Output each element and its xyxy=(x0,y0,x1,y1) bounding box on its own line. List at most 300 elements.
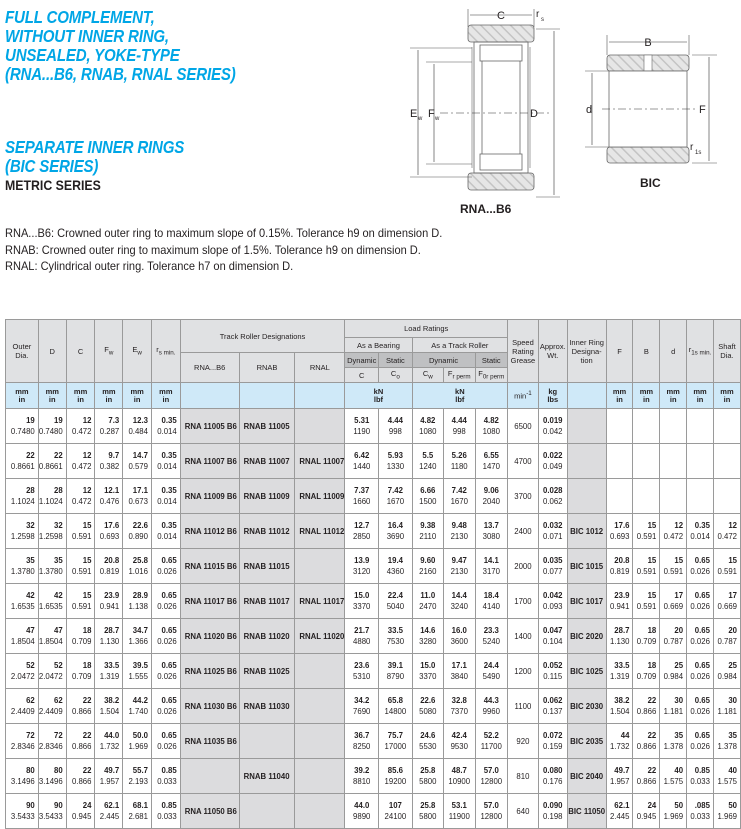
table-row xyxy=(6,549,741,584)
cell-D: 90 3.5433 xyxy=(38,794,66,829)
col-d: d xyxy=(660,320,687,383)
cell-inner-ring-designation: BIC 1025 xyxy=(567,654,606,689)
cell-speed: 2000 xyxy=(508,549,539,584)
cell-C: 12 0.472 xyxy=(66,444,95,479)
cell-od: 22 0.8661 xyxy=(6,444,39,479)
table-body xyxy=(6,409,741,829)
cell-rnab-designation: RNAB 11009 xyxy=(239,479,295,514)
cell-d xyxy=(660,479,687,514)
bearing-table xyxy=(5,319,741,829)
cell-F: 62.1 2.445 xyxy=(606,794,633,829)
cell-r1s xyxy=(687,409,714,444)
col-roller-dynamic: Dynamic xyxy=(412,353,475,368)
cell-wt: 0.047 0.104 xyxy=(538,619,567,654)
cell-r1s: .085 0.033 xyxy=(687,794,714,829)
cell-C: 15 0.591 xyxy=(66,549,95,584)
table-row xyxy=(6,759,741,794)
cell-inner-ring-designation: BIC 1015 xyxy=(567,549,606,584)
cell-Fw: 44.0 1.732 xyxy=(95,724,123,759)
cell-od: 32 1.2598 xyxy=(6,514,39,549)
cell-B: 22 0.866 xyxy=(633,724,660,759)
cell-od: 62 2.4409 xyxy=(6,689,39,724)
cell-d: 15 0.591 xyxy=(660,549,687,584)
cell-rs: 0.35 0.014 xyxy=(151,444,180,479)
cell-rs: 0.65 0.026 xyxy=(151,549,180,584)
dim-D-label: D xyxy=(530,108,538,120)
cell-wt: 0.019 0.042 xyxy=(538,409,567,444)
table-row xyxy=(6,654,741,689)
cell-fr: 17.1 3840 xyxy=(443,654,475,689)
col-Fw: $F_w$ xyxy=(95,320,123,383)
cell-D: 22 0.8661 xyxy=(38,444,66,479)
cell-inner-ring-designation: BIC 2040 xyxy=(567,759,606,794)
cell-d: 17 0.669 xyxy=(660,584,687,619)
cell-c: 34.2 7690 xyxy=(345,689,379,724)
cell-c: 21.7 4880 xyxy=(345,619,379,654)
cell-F xyxy=(606,409,633,444)
col-co: $C_o$ xyxy=(379,368,412,383)
table-row xyxy=(6,584,741,619)
cell-Ew: 39.5 1.555 xyxy=(123,654,152,689)
cell-D: 32 1.2598 xyxy=(38,514,66,549)
cell-rnal-designation xyxy=(295,689,345,724)
cell-shaft: 30 1.181 xyxy=(713,689,740,724)
cell-cw: 25.8 5800 xyxy=(412,794,443,829)
inner-ring-diagram xyxy=(582,30,741,170)
col-bearing-dynamic: Dynamic xyxy=(345,353,379,368)
cell-f0r: 18.4 4140 xyxy=(475,584,508,619)
cell-r1s: 0.65 0.026 xyxy=(687,724,714,759)
note-rnab: RNAB: Crowned outer ring to maximum slope of 1.5%. Tolerance h9 on dimension D. xyxy=(5,242,421,257)
cell-f0r: 52.2 11700 xyxy=(475,724,508,759)
cell-cw: 4.82 1080 xyxy=(412,409,443,444)
cell-inner-ring-designation xyxy=(567,479,606,514)
cell-inner-ring-designation xyxy=(567,409,606,444)
cell-cw: 9.38 2110 xyxy=(412,514,443,549)
table-row xyxy=(6,514,741,549)
cell-rna-designation: RNA 11050 B6 xyxy=(180,794,239,829)
cell-rnab-designation: RNAB 11005 xyxy=(239,409,295,444)
cell-Fw: 23.9 0.941 xyxy=(95,584,123,619)
cell-od: 28 1.1024 xyxy=(6,479,39,514)
cell-rna-designation: RNA 11035 B6 xyxy=(180,724,239,759)
title-line: FULL COMPLEMENT, xyxy=(5,7,155,27)
cell-D: 19 0.7480 xyxy=(38,409,66,444)
cell-Ew: 12.3 0.484 xyxy=(123,409,152,444)
cell-Ew: 50.0 1.969 xyxy=(123,724,152,759)
cell-rnab-designation: RNAB 11030 xyxy=(239,689,295,724)
cell-C: 15 0.591 xyxy=(66,514,95,549)
cell-co: 75.7 17000 xyxy=(379,724,412,759)
cell-B: 15 0.591 xyxy=(633,584,660,619)
inner-ring-diagram-caption: BIC xyxy=(640,176,661,190)
cell-Fw: 38.2 1.504 xyxy=(95,689,123,724)
cell-D: 80 3.1496 xyxy=(38,759,66,794)
cell-od: 19 0.7480 xyxy=(6,409,39,444)
cell-shaft xyxy=(713,444,740,479)
cell-f0r: 4.82 1080 xyxy=(475,409,508,444)
cell-D: 35 1.3780 xyxy=(38,549,66,584)
cell-inner-ring-designation: BIC 1017 xyxy=(567,584,606,619)
cell-C: 24 0.945 xyxy=(66,794,95,829)
cell-d: 12 0.472 xyxy=(660,514,687,549)
cell-Ew: 44.2 1.740 xyxy=(123,689,152,724)
cell-shaft: 15 0.591 xyxy=(713,549,740,584)
cell-co: 7.42 1670 xyxy=(379,479,412,514)
cell-Ew: 34.7 1.366 xyxy=(123,619,152,654)
cell-fr: 4.44 998 xyxy=(443,409,475,444)
cell-c: 23.6 5310 xyxy=(345,654,379,689)
cell-inner-ring-designation: BIC 2035 xyxy=(567,724,606,759)
cell-Fw: 28.7 1.130 xyxy=(95,619,123,654)
col-bearing-static: Static xyxy=(379,353,412,368)
cell-f0r: 57.0 12800 xyxy=(475,759,508,794)
cell-rnal-designation xyxy=(295,549,345,584)
cell-f0r: 57.0 12800 xyxy=(475,794,508,829)
dim-F-label: F xyxy=(699,104,706,116)
cell-cw: 5.5 1240 xyxy=(412,444,443,479)
col-D: D xyxy=(38,320,66,383)
cell-Ew: 17.1 0.673 xyxy=(123,479,152,514)
cell-co: 33.5 7530 xyxy=(379,619,412,654)
cell-speed: 4700 xyxy=(508,444,539,479)
cell-fr: 48.7 10900 xyxy=(443,759,475,794)
cell-rnal-designation: RNAL 11017 xyxy=(295,584,345,619)
dim-r1s-label: r xyxy=(690,142,694,153)
cell-B xyxy=(633,444,660,479)
cell-C: 22 0.866 xyxy=(66,689,95,724)
cell-shaft: 50 1.969 xyxy=(713,794,740,829)
cell-rnab-designation: RNAB 11012 xyxy=(239,514,295,549)
cell-cw: 11.0 2470 xyxy=(412,584,443,619)
cell-f0r: 13.7 3080 xyxy=(475,514,508,549)
cell-c: 44.0 9890 xyxy=(345,794,379,829)
title-block xyxy=(5,8,273,84)
cell-od: 47 1.8504 xyxy=(6,619,39,654)
col-Ew: $E_w$ xyxy=(123,320,152,383)
cell-rna-designation: RNA 11009 B6 xyxy=(180,479,239,514)
col-c: C xyxy=(345,368,379,383)
cell-shaft: 17 0.669 xyxy=(713,584,740,619)
col-shaft-dia: Shaft Dia. xyxy=(713,320,740,383)
cell-rnab-designation: RNAB 11017 xyxy=(239,584,295,619)
cell-fr: 7.42 1670 xyxy=(443,479,475,514)
cell-speed: 2400 xyxy=(508,514,539,549)
cell-rs: 0.35 0.014 xyxy=(151,409,180,444)
cell-D: 52 2.0472 xyxy=(38,654,66,689)
col-cw: $C_w$ xyxy=(412,368,443,383)
cell-inner-ring-designation: BIC 2030 xyxy=(567,689,606,724)
cell-od: 90 3.5433 xyxy=(6,794,39,829)
table-row xyxy=(6,409,741,444)
col-rnal: RNAL xyxy=(295,353,345,383)
cell-co: 85.6 19200 xyxy=(379,759,412,794)
cell-rna-designation: RNA 11017 B6 xyxy=(180,584,239,619)
cell-B: 18 0.709 xyxy=(633,654,660,689)
cell-speed: 1100 xyxy=(508,689,539,724)
dim-C-label: C xyxy=(497,10,505,22)
cell-wt: 0.032 0.071 xyxy=(538,514,567,549)
cell-C: 18 0.709 xyxy=(66,619,95,654)
cell-shaft: 25 0.984 xyxy=(713,654,740,689)
cell-rnal-designation: RNAL 11020 xyxy=(295,619,345,654)
cell-rs: 0.65 0.026 xyxy=(151,619,180,654)
col-roller-static: Static xyxy=(475,353,508,368)
bearing-diagram xyxy=(410,5,560,205)
cell-Ew: 25.8 1.016 xyxy=(123,549,152,584)
cell-r1s: 0.65 0.026 xyxy=(687,619,714,654)
cell-F: 38.2 1.504 xyxy=(606,689,633,724)
cell-Ew: 68.1 2.681 xyxy=(123,794,152,829)
cell-c: 5.31 1190 xyxy=(345,409,379,444)
cell-f0r: 23.3 5240 xyxy=(475,619,508,654)
cell-rs: 0.85 0.033 xyxy=(151,794,180,829)
table-row xyxy=(6,444,741,479)
cell-rnal-designation xyxy=(295,409,345,444)
cell-speed: 810 xyxy=(508,759,539,794)
cell-Fw: 12.1 0.476 xyxy=(95,479,123,514)
cell-rnal-designation xyxy=(295,724,345,759)
cell-c: 39.2 8810 xyxy=(345,759,379,794)
cell-D: 72 2.8346 xyxy=(38,724,66,759)
cell-d xyxy=(660,444,687,479)
cell-rs: 0.65 0.026 xyxy=(151,654,180,689)
cell-D: 62 2.4409 xyxy=(38,689,66,724)
svg-text:w: w xyxy=(418,116,423,122)
cell-D: 42 1.6535 xyxy=(38,584,66,619)
cell-d xyxy=(660,409,687,444)
dim-Fw-label: F xyxy=(428,108,435,120)
series-label: METRIC SERIES xyxy=(5,177,101,193)
cell-r1s: 0.65 0.026 xyxy=(687,584,714,619)
table-row xyxy=(6,794,741,829)
svg-text:s: s xyxy=(541,17,544,23)
cell-fr: 5.26 1180 xyxy=(443,444,475,479)
col-rs-min: $r_{s min.}$ xyxy=(151,320,180,383)
cell-fr: 32.8 7370 xyxy=(443,689,475,724)
cell-fr: 42.4 9530 xyxy=(443,724,475,759)
cell-D: 47 1.8504 xyxy=(38,619,66,654)
col-speed-rating: Speed Rating Grease xyxy=(508,320,539,383)
cell-Fw: 17.6 0.693 xyxy=(95,514,123,549)
cell-cw: 24.6 5530 xyxy=(412,724,443,759)
cell-rs: 0.35 0.014 xyxy=(151,514,180,549)
cell-Ew: 28.9 1.138 xyxy=(123,584,152,619)
cell-Fw: 49.7 1.957 xyxy=(95,759,123,794)
cell-od: 80 3.1496 xyxy=(6,759,39,794)
cell-rna-designation: RNA 11020 B6 xyxy=(180,619,239,654)
cell-c: 36.7 8250 xyxy=(345,724,379,759)
cell-wt: 0.062 0.137 xyxy=(538,689,567,724)
cell-inner-ring-designation: BIC 1012 xyxy=(567,514,606,549)
table-row xyxy=(6,724,741,759)
cell-B: 18 0.709 xyxy=(633,619,660,654)
cell-cw: 15.0 3370 xyxy=(412,654,443,689)
cell-f0r: 9.06 2040 xyxy=(475,479,508,514)
cell-co: 65.8 14800 xyxy=(379,689,412,724)
cell-d: 35 1.378 xyxy=(660,724,687,759)
cell-wt: 0.080 0.176 xyxy=(538,759,567,794)
cell-f0r: 14.1 3170 xyxy=(475,549,508,584)
cell-speed: 920 xyxy=(508,724,539,759)
col-F: F xyxy=(606,320,633,383)
cell-B: 22 0.866 xyxy=(633,759,660,794)
col-group-load-ratings: Load Ratings xyxy=(345,320,508,338)
cell-od: 42 1.6535 xyxy=(6,584,39,619)
cell-B: 15 0.591 xyxy=(633,549,660,584)
cell-speed: 1400 xyxy=(508,619,539,654)
cell-r1s: 0.65 0.026 xyxy=(687,654,714,689)
cell-wt: 0.035 0.077 xyxy=(538,549,567,584)
cell-rnab-designation: RNAB 11007 xyxy=(239,444,295,479)
table-row xyxy=(6,619,741,654)
cell-rnal-designation: RNAL 11007 xyxy=(295,444,345,479)
cell-f0r: 24.4 5490 xyxy=(475,654,508,689)
cell-rs: 0.85 0.033 xyxy=(151,759,180,794)
cell-rnab-designation: RNAB 11025 xyxy=(239,654,295,689)
cell-Fw: 20.8 0.819 xyxy=(95,549,123,584)
col-r1s-min: $r_{1s min.}$ xyxy=(687,320,714,383)
notes xyxy=(5,225,480,275)
cell-d: 30 1.181 xyxy=(660,689,687,724)
cell-r1s: 0.65 0.026 xyxy=(687,549,714,584)
cell-cw: 6.66 1500 xyxy=(412,479,443,514)
cell-rnal-designation xyxy=(295,794,345,829)
cell-rnab-designation: RNAB 11020 xyxy=(239,619,295,654)
cell-F: 20.8 0.819 xyxy=(606,549,633,584)
cell-wt: 0.022 0.049 xyxy=(538,444,567,479)
cell-speed: 1200 xyxy=(508,654,539,689)
cell-r1s: 0.85 0.033 xyxy=(687,759,714,794)
cell-rnal-designation: RNAL 11009 xyxy=(295,479,345,514)
cell-C: 22 0.866 xyxy=(66,759,95,794)
cell-c: 7.37 1660 xyxy=(345,479,379,514)
cell-shaft: 35 1.378 xyxy=(713,724,740,759)
cell-speed: 640 xyxy=(508,794,539,829)
cell-rs: 0.65 0.026 xyxy=(151,724,180,759)
cell-rna-designation xyxy=(180,759,239,794)
cell-c: 13.9 3120 xyxy=(345,549,379,584)
cell-inner-ring-designation: BIC 2020 xyxy=(567,619,606,654)
svg-text:w: w xyxy=(435,116,440,122)
cell-Ew: 55.7 2.193 xyxy=(123,759,152,794)
cell-d: 20 0.787 xyxy=(660,619,687,654)
cell-B: 15 0.591 xyxy=(633,514,660,549)
table-row xyxy=(6,689,741,724)
cell-wt: 0.072 0.159 xyxy=(538,724,567,759)
cell-C: 12 0.472 xyxy=(66,409,95,444)
cell-rna-designation: RNA 11030 B6 xyxy=(180,689,239,724)
cell-fr: 53.1 11900 xyxy=(443,794,475,829)
note-rnal: RNAL: Cylindrical outer ring. Tolerance h7 on dimension D. xyxy=(5,259,294,273)
cell-F: 23.9 0.941 xyxy=(606,584,633,619)
units-row: mm in mm in mm in mm in mm in mm in kN lbf kN lbf $\min^{-1}$ kg lbs mm in mm in mm in mm in mm in xyxy=(6,383,741,409)
cell-rs: 0.65 0.026 xyxy=(151,689,180,724)
cell-rs: 0.65 0.026 xyxy=(151,584,180,619)
cell-c: 6.42 1440 xyxy=(345,444,379,479)
cell-cw: 14.6 3280 xyxy=(412,619,443,654)
cell-wt: 0.052 0.115 xyxy=(538,654,567,689)
col-approx-wt: Approx. Wt. xyxy=(538,320,567,383)
cell-f0r: 6.55 1470 xyxy=(475,444,508,479)
dim-Ew-label: E xyxy=(410,108,418,120)
cell-rnab-designation: RNAB 11015 xyxy=(239,549,295,584)
cell-Ew: 22.6 0.890 xyxy=(123,514,152,549)
subtitle-block xyxy=(5,138,213,193)
cell-od: 35 1.3780 xyxy=(6,549,39,584)
cell-rna-designation: RNA 11005 B6 xyxy=(180,409,239,444)
cell-co: 16.4 3690 xyxy=(379,514,412,549)
cell-D: 28 1.1024 xyxy=(38,479,66,514)
cell-B: 22 0.866 xyxy=(633,689,660,724)
subtitle-line: (BIC SERIES) xyxy=(5,156,99,176)
cell-F xyxy=(606,444,633,479)
col-f0r-perm: $F_{0r perm}$ xyxy=(475,368,508,383)
cell-speed: 3700 xyxy=(508,479,539,514)
dim-rs-label: r xyxy=(536,9,540,20)
cell-C: 12 0.472 xyxy=(66,479,95,514)
dim-B-label: B xyxy=(644,37,652,49)
cell-co: 107 24100 xyxy=(379,794,412,829)
cell-shaft: 12 0.472 xyxy=(713,514,740,549)
dim-d-label: d xyxy=(586,104,593,116)
cell-fr: 16.0 3600 xyxy=(443,619,475,654)
cell-F: 49.7 1.957 xyxy=(606,759,633,794)
cell-fr: 14.4 3240 xyxy=(443,584,475,619)
cell-B xyxy=(633,479,660,514)
cell-rna-designation: RNA 11012 B6 xyxy=(180,514,239,549)
cell-co: 5.93 1330 xyxy=(379,444,412,479)
col-group-as-bearing: As a Bearing xyxy=(345,338,412,353)
note-rna-b6: RNA...B6: Crowned outer ring to maximum slope of 0.15%. Tolerance h9 on dimension D. xyxy=(5,226,443,240)
col-B: B xyxy=(633,320,660,383)
cell-speed: 1700 xyxy=(508,584,539,619)
cell-co: 19.4 4360 xyxy=(379,549,412,584)
cell-co: 22.4 5040 xyxy=(379,584,412,619)
cell-rnal-designation: RNAL 11012 xyxy=(295,514,345,549)
cell-rnab-designation xyxy=(239,724,295,759)
cell-f0r: 44.3 9960 xyxy=(475,689,508,724)
cell-F: 28.7 1.130 xyxy=(606,619,633,654)
cell-F xyxy=(606,479,633,514)
cell-C: 22 0.866 xyxy=(66,724,95,759)
cell-speed: 6500 xyxy=(508,409,539,444)
cell-Fw: 62.1 2.445 xyxy=(95,794,123,829)
cell-r1s: 0.35 0.014 xyxy=(687,514,714,549)
col-group-as-track-roller: As a Track Roller xyxy=(412,338,507,353)
cell-rnab-designation xyxy=(239,794,295,829)
cell-Fw: 7.3 0.287 xyxy=(95,409,123,444)
table-row xyxy=(6,479,741,514)
cell-F: 17.6 0.693 xyxy=(606,514,633,549)
col-inner-ring: Inner Ring Designa- tion xyxy=(567,320,606,383)
cell-rnab-designation: RNAB 11040 xyxy=(239,759,295,794)
cell-inner-ring-designation: BIC 11050 xyxy=(567,794,606,829)
cell-rna-designation: RNA 11025 B6 xyxy=(180,654,239,689)
cell-Ew: 14.7 0.579 xyxy=(123,444,152,479)
cell-B: 24 0.945 xyxy=(633,794,660,829)
title-line: WITHOUT INNER RING, xyxy=(5,26,169,46)
col-fr-perm: $F_{r perm}$ xyxy=(443,368,475,383)
cell-cw: 25.8 5800 xyxy=(412,759,443,794)
cell-rs: 0.35 0.014 xyxy=(151,479,180,514)
cell-shaft: 40 1.575 xyxy=(713,759,740,794)
cell-rnal-designation xyxy=(295,654,345,689)
svg-text:1s: 1s xyxy=(695,150,702,156)
cell-shaft xyxy=(713,409,740,444)
cell-wt: 0.042 0.093 xyxy=(538,584,567,619)
cell-c: 15.0 3370 xyxy=(345,584,379,619)
